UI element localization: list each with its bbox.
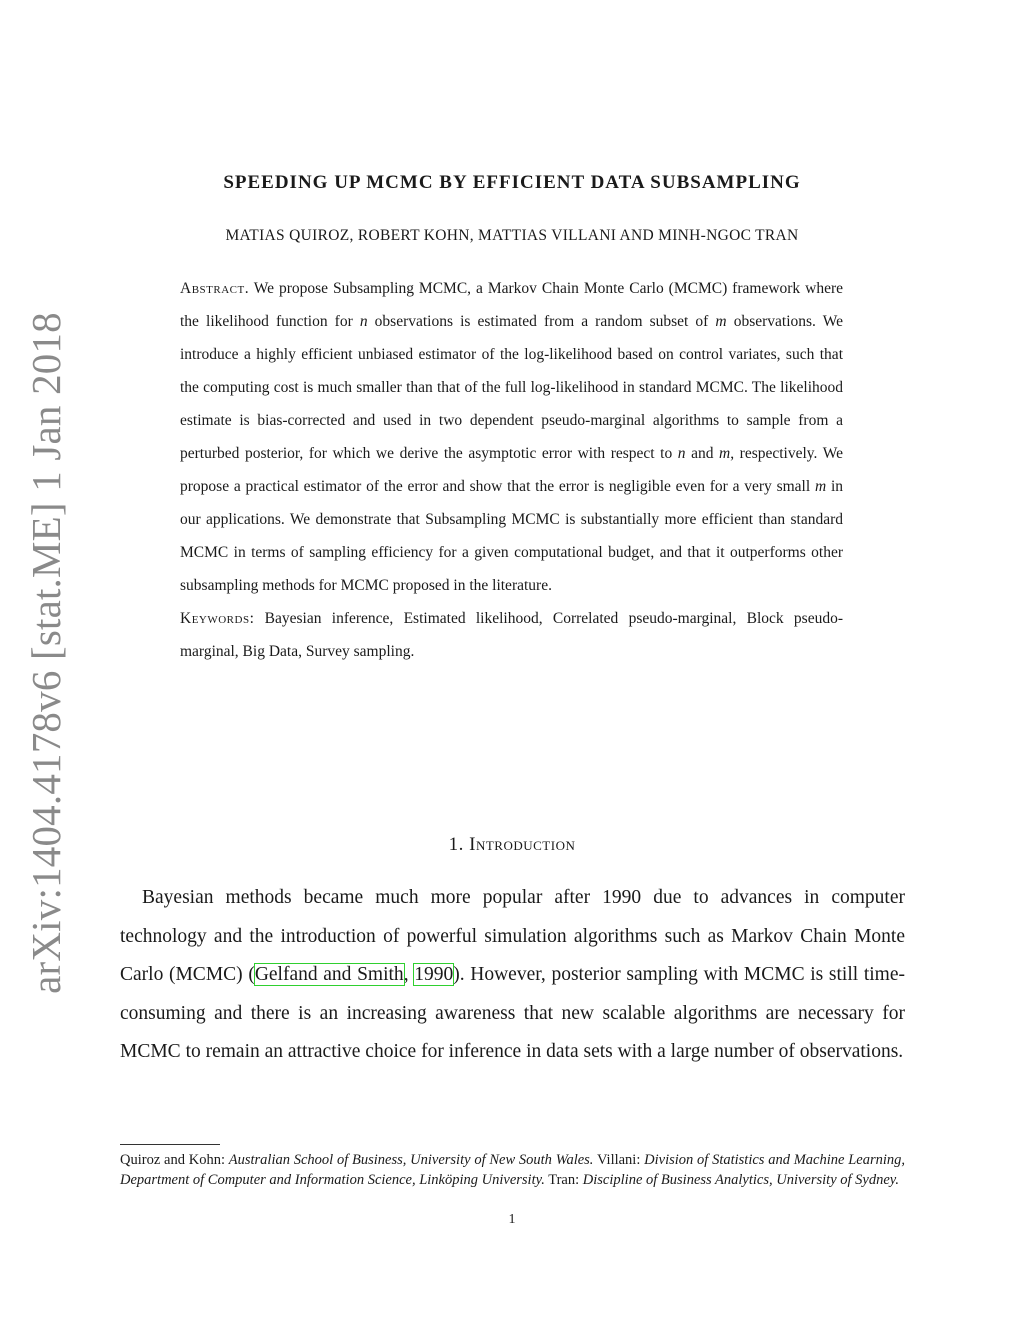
abstract-label: Abstract.: [180, 280, 250, 297]
abstract-text: observations. We introduce a highly efficient unbiased estimator of the log-likelihood based on control variates, such that the computing cost is much smaller than that of the full log-likelihood in standard MCMC. The likelihood estimate is bias-corrected and used in two dependent pseudo-marginal algorithms to sample from a perturbed posterior, for which we derive the asymptotic error with respect to: [180, 313, 843, 462]
math-n: n: [677, 445, 686, 462]
footnote-authors: Villani:: [593, 1152, 645, 1168]
citation-link-authors[interactable]: Gelfand and Smith: [254, 964, 404, 986]
abstract-text: We propose Subsampling MCMC, a Markov Chain Monte Carlo (MCMC) framework where the likelihood function for: [180, 280, 843, 330]
footnote-affiliation: Discipline of Business Analytics, University of Sydney.: [582, 1172, 900, 1188]
page-number: 1: [508, 1212, 516, 1227]
section-heading-introduction: [0, 834, 1024, 856]
footnote-authors: Quiroz and Kohn:: [120, 1152, 229, 1168]
affiliations-footnote: [120, 1150, 905, 1190]
keywords-paragraph: [180, 602, 843, 668]
paper-authors: MATIAS QUIROZ, ROBERT KOHN, MATTIAS VILLANI AND MINH-NGOC TRAN: [225, 227, 799, 244]
math-m: m: [814, 478, 827, 495]
paper-title: SPEEDING UP MCMC BY EFFICIENT DATA SUBSAMPLING: [223, 172, 801, 193]
abstract-text: in our applications. We demonstrate that Subsampling MCMC is substantially more efficient than standard MCMC in terms of sampling efficiency for a given computational budget, and that it outperforms other subsampling methods for MCMC proposed in the literature.: [180, 478, 843, 594]
citation-link-year[interactable]: 1990: [414, 964, 454, 986]
math-m: m: [719, 445, 731, 462]
math-n: n: [359, 313, 368, 330]
intro-text: Bayesian methods became much more popular after 1990 due to advances in computer technology and the introduction of powerful simulation algorithms such as Markov Chain Monte Carlo (MCMC) (: [120, 887, 905, 986]
intro-text: ). However, posterior sampling with MCMC is still time-consuming and there is an increasing awareness that new scalable algorithms are necessary for MCMC to remain an attractive choice for inference in data sets with a large number of observations.: [120, 964, 905, 1063]
abstract-text: observations is estimated from a random subset of: [367, 313, 716, 330]
arxiv-identifier-stamp: arXiv:1404.4178v6 [stat.ME] 1 Jan 2018: [23, 312, 69, 994]
introduction-paragraph: [120, 879, 905, 1072]
section-title: Introduction: [469, 834, 576, 855]
footnote-divider: [120, 1144, 220, 1145]
footnote-affiliation: Australian School of Business, University of New South Wales.: [228, 1152, 594, 1168]
math-m: m: [715, 313, 727, 330]
section-number: 1.: [448, 834, 464, 855]
footnote-authors: Tran:: [544, 1172, 583, 1188]
footnote-affiliation: Division of Statistics and Machine Learning, Department of Computer and Information Science, Linköping University.: [120, 1152, 906, 1188]
abstract-block: [180, 272, 843, 668]
keywords-text: Bayesian inference, Estimated likelihood, Correlated pseudo-marginal, Block pseudo-marginal, Big Data, Survey sampling.: [180, 610, 843, 660]
keywords-label: Keywords:: [180, 610, 255, 627]
abstract-text: and: [685, 445, 720, 462]
abstract-text: , respectively. We propose a practical estimator of the error and show that the error is negligible even for a very small: [180, 445, 843, 495]
abstract-paragraph: [180, 272, 843, 602]
citation-separator: ,: [403, 964, 415, 986]
